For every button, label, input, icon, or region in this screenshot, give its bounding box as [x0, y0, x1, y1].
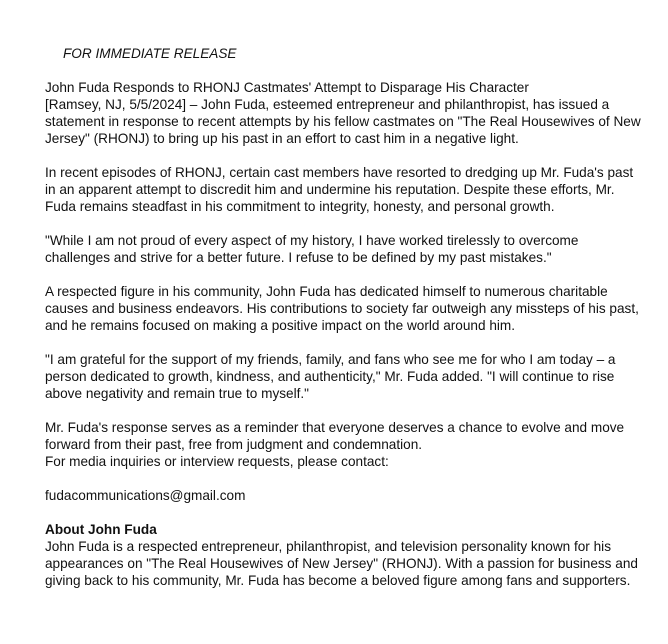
contact-email: fudacommunications@gmail.com [45, 488, 246, 503]
headline: John Fuda Responds to RHONJ Castmates' Attempt to Disparage His Character [45, 80, 529, 95]
contact-line: For media inquiries or interview requests, please contact: [45, 454, 389, 469]
press-release-document [45, 45, 645, 589]
quote-paragraph-1: "While I am not proud of every aspect of my history, I have worked tirelessly to overcome challenges and strive for a better future. I refuse to be defined by my past mistakes." [45, 233, 579, 265]
intro-paragraph: [Ramsey, NJ, 5/5/2024] – John Fuda, esteemed entrepreneur and philanthropist, has issued a statement in response to recent attempts by his fellow castmates on "The Real Housewives of New Jersey" (RHONJ) to bring up his past in an effort to cast him in a negative light. [45, 97, 641, 146]
paragraph-reminder: Mr. Fuda's response serves as a reminder that everyone deserves a chance to evolve and move forward from their past, free from judgment and condemnation. [45, 420, 625, 452]
quote-paragraph-2: "I am grateful for the support of my friends, family, and fans who see me for who I am today – a person dedicated to growth, kindness, and authenticity," Mr. Fuda added. "I will continue to rise above negativity and remain true to myself." [45, 352, 616, 401]
paragraph-community: A respected figure in his community, John Fuda has dedicated himself to numerous charitable causes and business endeavors. His contributions to society far outweigh any missteps of his past, and he remains focused on making a positive impact on the world around him. [45, 284, 639, 333]
about-heading: About John Fuda [45, 522, 157, 537]
paragraph-recent-episodes: In recent episodes of RHONJ, certain cast members have resorted to dredging up Mr. Fuda's past in an apparent attempt to discredit him and undermine his reputation. Despite these efforts, Mr. Fuda remains steadfast in his commitment to integrity, honesty, and personal growth. [45, 165, 634, 214]
about-body: John Fuda is a respected entrepreneur, philanthropist, and television personality known for his appearances on "The Real Housewives of New Jersey" (RHONJ). With a passion for business and giving back to his community, Mr. Fuda has become a beloved figure among fans and supporters. [45, 539, 638, 588]
release-label: FOR IMMEDIATE RELEASE [63, 46, 237, 61]
